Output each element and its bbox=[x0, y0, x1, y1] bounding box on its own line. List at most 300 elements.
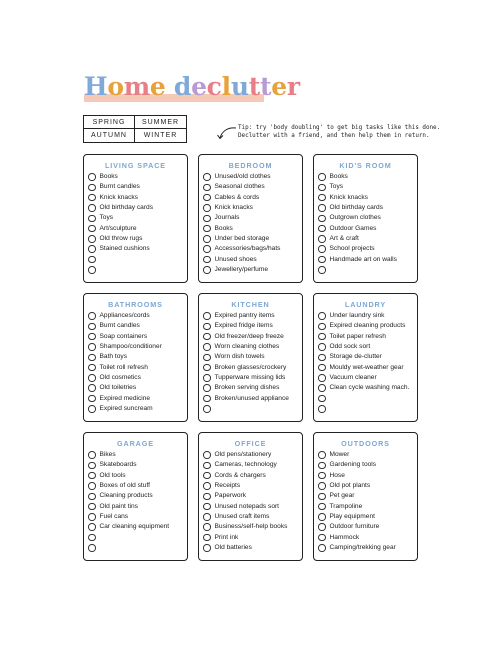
checkbox-circle-icon[interactable] bbox=[318, 256, 326, 264]
checklist-item-label: Unused shoes bbox=[214, 255, 257, 263]
checklist-item[interactable] bbox=[84, 321, 187, 331]
checklist-item[interactable] bbox=[314, 342, 417, 352]
checklist-item[interactable] bbox=[84, 501, 187, 511]
checklist-item[interactable] bbox=[314, 193, 417, 203]
checklist-item-label: Fuel cans bbox=[99, 512, 129, 520]
checklist-item-label: Broken serving dishes bbox=[214, 384, 280, 392]
title-letter: e bbox=[191, 72, 207, 101]
checkbox-circle-icon[interactable] bbox=[318, 245, 326, 253]
checklist-item[interactable] bbox=[199, 223, 302, 233]
title-letter: e bbox=[271, 72, 287, 101]
checklist-item-label: Books bbox=[214, 224, 233, 232]
checklist-item-label: Toilet roll refresh bbox=[99, 363, 148, 371]
checklist-item[interactable] bbox=[199, 193, 302, 203]
checkbox-circle-icon[interactable] bbox=[318, 482, 326, 490]
checkbox-circle-icon[interactable] bbox=[203, 343, 211, 351]
checklist-item[interactable] bbox=[84, 543, 187, 553]
checkbox-circle-icon[interactable] bbox=[203, 354, 211, 362]
checklist-item-label: Stained cushions bbox=[99, 245, 150, 253]
title-letter: r bbox=[286, 72, 300, 101]
checklist-item[interactable] bbox=[314, 332, 417, 342]
checklist-item[interactable] bbox=[84, 223, 187, 233]
checkbox-circle-icon[interactable] bbox=[318, 323, 326, 331]
title-letter: t bbox=[259, 72, 272, 101]
checklist-item-label: Burnt candles bbox=[99, 183, 140, 191]
season-grid bbox=[83, 115, 187, 143]
checklist-item[interactable] bbox=[199, 332, 302, 342]
checkbox-circle-icon[interactable] bbox=[203, 333, 211, 341]
checklist-item-label: Receipts bbox=[214, 482, 241, 490]
checklist-item-label: Old paint tins bbox=[99, 502, 138, 510]
checkbox-circle-icon[interactable] bbox=[203, 482, 211, 490]
checkbox-circle-icon[interactable] bbox=[88, 493, 96, 501]
checkbox-circle-icon[interactable] bbox=[88, 343, 96, 351]
checkbox-circle-icon[interactable] bbox=[203, 184, 211, 192]
checklist-item-label: Paperwork bbox=[214, 492, 247, 500]
checklist-item[interactable] bbox=[199, 342, 302, 352]
checklist-item[interactable] bbox=[199, 501, 302, 511]
checklist-item-label: Toilet paper refresh bbox=[329, 332, 386, 340]
checklist-item[interactable] bbox=[314, 471, 417, 481]
checkbox-circle-icon[interactable] bbox=[88, 215, 96, 223]
checklist-card-living-space bbox=[83, 154, 188, 283]
checkbox-circle-icon[interactable] bbox=[318, 374, 326, 382]
checklist-item-label: Old throw rugs bbox=[99, 234, 143, 242]
checklist-item[interactable] bbox=[199, 522, 302, 532]
checklist-item-label: Play equipment bbox=[329, 512, 375, 520]
checkbox-circle-icon[interactable] bbox=[88, 225, 96, 233]
checklist-item-label: Old freezer/deep freeze bbox=[214, 332, 284, 340]
season-autumn: AUTUMN bbox=[84, 129, 135, 142]
checklist-item[interactable] bbox=[314, 543, 417, 553]
checklist-item[interactable] bbox=[199, 172, 302, 182]
card-title: LIVING SPACE bbox=[105, 161, 166, 170]
checklist-card-kitchen bbox=[198, 293, 303, 422]
checklist-item[interactable] bbox=[314, 501, 417, 511]
checklist-item-label: Jewellery/perfume bbox=[214, 265, 269, 273]
checkbox-circle-icon[interactable] bbox=[318, 184, 326, 192]
checkbox-circle-icon[interactable] bbox=[88, 184, 96, 192]
checkbox-circle-icon[interactable] bbox=[318, 472, 326, 480]
card-title: OUTDOORS bbox=[341, 439, 390, 448]
checklist-item[interactable] bbox=[199, 491, 302, 501]
checklist-item[interactable] bbox=[314, 460, 417, 470]
checklist-item-label: Clean cycle washing mach. bbox=[329, 384, 410, 392]
checklist-item-label: Worn dish towels bbox=[214, 353, 265, 361]
checklist-item-label: Bikes bbox=[99, 451, 116, 459]
checkbox-circle-icon[interactable] bbox=[88, 482, 96, 490]
checklist bbox=[199, 311, 302, 414]
checklist-item[interactable] bbox=[84, 172, 187, 182]
checkbox-circle-icon[interactable] bbox=[88, 534, 96, 542]
card-title: LAUNDRY bbox=[344, 300, 387, 309]
checklist-item[interactable] bbox=[199, 352, 302, 362]
checklist-item[interactable] bbox=[314, 491, 417, 501]
checkbox-circle-icon[interactable] bbox=[203, 235, 211, 243]
checklist-item-label: Journals bbox=[214, 214, 240, 222]
checklist-item[interactable] bbox=[314, 321, 417, 331]
checkbox-circle-icon[interactable] bbox=[203, 266, 211, 274]
title-letter: u bbox=[230, 72, 249, 101]
checklist-item-label: Burnt candles bbox=[99, 322, 140, 330]
checklist-item[interactable] bbox=[314, 383, 417, 393]
checklist-item-label: Books bbox=[329, 173, 348, 181]
checkbox-circle-icon[interactable] bbox=[88, 323, 96, 331]
checklist-item-label: School projects bbox=[329, 245, 375, 253]
checklist-item-label: Expired cleaning products bbox=[329, 322, 406, 330]
checkbox-circle-icon[interactable] bbox=[318, 405, 326, 413]
checklist-item[interactable] bbox=[84, 450, 187, 460]
checklist-item[interactable] bbox=[314, 362, 417, 372]
title-letter: H bbox=[84, 72, 108, 101]
checkbox-circle-icon[interactable] bbox=[203, 451, 211, 459]
checklist-item[interactable] bbox=[199, 471, 302, 481]
checklist-item-label: Knick knacks bbox=[99, 193, 138, 201]
checklist-item[interactable] bbox=[199, 234, 302, 244]
checklist bbox=[84, 172, 187, 275]
checklist-item-label: Old batteries bbox=[214, 543, 252, 551]
checklist-item-label: Under laundry sink bbox=[329, 312, 385, 320]
checklist-item[interactable] bbox=[199, 244, 302, 254]
checkbox-circle-icon[interactable] bbox=[203, 503, 211, 511]
checklist-item[interactable] bbox=[84, 481, 187, 491]
checkbox-circle-icon[interactable] bbox=[203, 312, 211, 320]
checkbox-circle-icon[interactable] bbox=[318, 204, 326, 212]
checklist-item[interactable] bbox=[314, 522, 417, 532]
checklist-item[interactable] bbox=[84, 512, 187, 522]
checklist-item-label: Unused notepads sort bbox=[214, 502, 280, 510]
checkbox-circle-icon[interactable] bbox=[88, 194, 96, 202]
checklist-item[interactable] bbox=[199, 311, 302, 321]
checklist-item[interactable] bbox=[199, 532, 302, 542]
checklist-item[interactable] bbox=[199, 512, 302, 522]
checklist-item[interactable] bbox=[199, 254, 302, 264]
checkbox-circle-icon[interactable] bbox=[88, 503, 96, 511]
checkbox-circle-icon[interactable] bbox=[88, 235, 96, 243]
card-title: OFFICE bbox=[234, 439, 267, 448]
checkbox-circle-icon[interactable] bbox=[203, 523, 211, 531]
checklist-item-label: Hose bbox=[329, 471, 345, 479]
checklist-item-label: Books bbox=[99, 173, 118, 181]
checklist-item[interactable] bbox=[84, 332, 187, 342]
checkbox-circle-icon[interactable] bbox=[203, 544, 211, 552]
checklist-item-label: Handmade art on walls bbox=[329, 255, 397, 263]
checklist-item-label: Accessories/bags/hats bbox=[214, 245, 281, 253]
checklist-card-bedroom bbox=[198, 154, 303, 283]
checkbox-circle-icon[interactable] bbox=[318, 513, 326, 521]
checklist-item-label: Old pens/stationery bbox=[214, 451, 272, 459]
checkbox-circle-icon[interactable] bbox=[318, 544, 326, 552]
checklist-item[interactable] bbox=[84, 203, 187, 213]
checkbox-circle-icon[interactable] bbox=[88, 256, 96, 264]
checklist-card-laundry bbox=[313, 293, 418, 422]
checklist-item[interactable] bbox=[84, 460, 187, 470]
checklist-item-label: Expired pantry items bbox=[214, 312, 275, 320]
checkbox-circle-icon[interactable] bbox=[318, 194, 326, 202]
checkbox-circle-icon[interactable] bbox=[203, 323, 211, 331]
card-title: BEDROOM bbox=[228, 161, 273, 170]
checkbox-circle-icon[interactable] bbox=[88, 395, 96, 403]
checklist-item[interactable] bbox=[199, 321, 302, 331]
checklist-item-label: Gardening tools bbox=[329, 461, 377, 469]
checklist-item-label: Cameras, technology bbox=[214, 461, 277, 469]
checklist-item[interactable] bbox=[314, 182, 417, 192]
checkbox-circle-icon[interactable] bbox=[318, 215, 326, 223]
checkbox-circle-icon[interactable] bbox=[318, 235, 326, 243]
checklist-item-label: Outdoor furniture bbox=[329, 523, 380, 531]
card-title: BATHROOMS bbox=[108, 300, 163, 309]
checklist-item-label: Knick knacks bbox=[329, 193, 368, 201]
checklist-item[interactable] bbox=[199, 460, 302, 470]
checkbox-circle-icon[interactable] bbox=[318, 534, 326, 542]
checklist-item[interactable] bbox=[84, 471, 187, 481]
checklist-item-label: Expired medicine bbox=[99, 394, 151, 402]
checklist-item[interactable] bbox=[84, 265, 187, 275]
checklist-item[interactable] bbox=[314, 223, 417, 233]
checklist-item-label: Outdoor Games bbox=[329, 224, 377, 232]
checklist-item-label: Soap containers bbox=[99, 332, 148, 340]
checklist-item-label: Trampoline bbox=[329, 502, 363, 510]
checklist-item[interactable] bbox=[84, 352, 187, 362]
checkbox-circle-icon[interactable] bbox=[203, 194, 211, 202]
checkbox-circle-icon[interactable] bbox=[203, 374, 211, 382]
checklist bbox=[199, 450, 302, 553]
checklist-item-label: Pet gear bbox=[329, 492, 355, 500]
checkbox-circle-icon[interactable] bbox=[203, 395, 211, 403]
title-letter bbox=[165, 72, 173, 102]
checklist-item[interactable] bbox=[84, 373, 187, 383]
checklist-item[interactable] bbox=[199, 543, 302, 553]
checkbox-circle-icon[interactable] bbox=[318, 384, 326, 392]
checkbox-circle-icon[interactable] bbox=[88, 312, 96, 320]
checklist-item-label: Mower bbox=[329, 451, 350, 459]
checkbox-circle-icon[interactable] bbox=[318, 266, 326, 274]
checklist-item-label: Knick knacks bbox=[214, 204, 253, 212]
checkbox-circle-icon[interactable] bbox=[318, 493, 326, 501]
checklist-item[interactable] bbox=[199, 362, 302, 372]
checkbox-circle-icon[interactable] bbox=[88, 364, 96, 372]
checklist-item[interactable] bbox=[84, 491, 187, 501]
checklist-item[interactable] bbox=[314, 254, 417, 264]
checklist-item[interactable] bbox=[84, 254, 187, 264]
checklist-item[interactable] bbox=[84, 383, 187, 393]
checklist-item[interactable] bbox=[314, 481, 417, 491]
checkbox-circle-icon[interactable] bbox=[203, 256, 211, 264]
tip-line-2: Declutter with a friend, and then help them in return. bbox=[238, 133, 430, 139]
checklist-card-bathrooms bbox=[83, 293, 188, 422]
checklist-item-label: Under bed storage bbox=[214, 234, 270, 242]
checklist-item-label: Broken glasses/crockery bbox=[214, 363, 287, 371]
checklist-item[interactable] bbox=[84, 393, 187, 403]
checklist-item-label: Odd sock sort bbox=[329, 343, 371, 351]
checklist-item[interactable] bbox=[199, 383, 302, 393]
checklist-item[interactable] bbox=[314, 352, 417, 362]
curved-arrow-icon bbox=[216, 125, 238, 141]
checkbox-circle-icon[interactable] bbox=[318, 225, 326, 233]
checklist-card-outdoors bbox=[313, 432, 418, 561]
checklist-item[interactable] bbox=[314, 512, 417, 522]
checklist-item[interactable] bbox=[314, 234, 417, 244]
checklist-item[interactable] bbox=[84, 522, 187, 532]
checklist-item[interactable] bbox=[314, 265, 417, 275]
checkbox-circle-icon[interactable] bbox=[88, 462, 96, 470]
checkbox-circle-icon[interactable] bbox=[203, 493, 211, 501]
checklist-item[interactable] bbox=[199, 182, 302, 192]
checklist-item-label: Expired suncream bbox=[99, 404, 153, 412]
checklist-item-label: Seasonal clothes bbox=[214, 183, 265, 191]
checkbox-circle-icon[interactable] bbox=[203, 245, 211, 253]
checkbox-circle-icon[interactable] bbox=[203, 215, 211, 223]
checkbox-circle-icon[interactable] bbox=[88, 354, 96, 362]
checklist-item[interactable] bbox=[84, 193, 187, 203]
checklist-item-label: Old birthday cards bbox=[329, 204, 384, 212]
checkbox-circle-icon[interactable] bbox=[203, 405, 211, 413]
checklist-item[interactable] bbox=[84, 404, 187, 414]
checklist-item[interactable] bbox=[199, 404, 302, 414]
season-winter: WINTER bbox=[143, 132, 178, 139]
checklist-item-label: Expired fridge items bbox=[214, 322, 273, 330]
checklist-item-label: Old tools bbox=[99, 471, 126, 479]
checkbox-circle-icon[interactable] bbox=[203, 534, 211, 542]
checklist-item[interactable] bbox=[314, 203, 417, 213]
checkbox-circle-icon[interactable] bbox=[88, 333, 96, 341]
card-title: KITCHEN bbox=[231, 300, 270, 309]
checkbox-circle-icon[interactable] bbox=[318, 173, 326, 181]
checklist-item[interactable] bbox=[84, 244, 187, 254]
title-block bbox=[84, 72, 300, 106]
checklist-item-label: Boxes of old stuff bbox=[99, 482, 150, 490]
checklist bbox=[84, 450, 187, 553]
checklist-item[interactable] bbox=[199, 393, 302, 403]
checklist bbox=[314, 172, 417, 275]
checklist-item[interactable] bbox=[314, 213, 417, 223]
checkbox-circle-icon[interactable] bbox=[88, 472, 96, 480]
checkbox-circle-icon[interactable] bbox=[203, 364, 211, 372]
checkbox-circle-icon[interactable] bbox=[88, 245, 96, 253]
checklist-item-label: Car cleaning equipment bbox=[99, 523, 170, 531]
checkbox-circle-icon[interactable] bbox=[318, 462, 326, 470]
checklist-item-label: Skateboards bbox=[99, 461, 137, 469]
title-letter: o bbox=[107, 72, 124, 101]
checklist-item-label: Cords & chargers bbox=[214, 471, 266, 479]
season-spring: SPRING bbox=[84, 116, 135, 129]
checkbox-circle-icon[interactable] bbox=[318, 354, 326, 362]
checklist-item[interactable] bbox=[314, 532, 417, 542]
checklist-item[interactable] bbox=[314, 172, 417, 182]
checklist-item-label: Appliances/cords bbox=[99, 312, 150, 320]
checklist-item[interactable] bbox=[84, 532, 187, 542]
season-summer: SUMMER bbox=[135, 116, 186, 129]
checklist-item-label: Broken/unused appliance bbox=[214, 394, 289, 402]
checkbox-circle-icon[interactable] bbox=[203, 462, 211, 470]
checklist-item[interactable] bbox=[84, 362, 187, 372]
checklist-item-label: Bath toys bbox=[99, 353, 127, 361]
checkbox-circle-icon[interactable] bbox=[88, 266, 96, 274]
title-letter: c bbox=[206, 72, 222, 101]
checklist-item[interactable] bbox=[314, 244, 417, 254]
checkbox-circle-icon[interactable] bbox=[203, 204, 211, 212]
checkbox-circle-icon[interactable] bbox=[88, 204, 96, 212]
checklist-item[interactable] bbox=[199, 203, 302, 213]
checklist-item[interactable] bbox=[199, 450, 302, 460]
checkbox-circle-icon[interactable] bbox=[203, 173, 211, 181]
checklist bbox=[314, 311, 417, 414]
checkbox-circle-icon[interactable] bbox=[88, 451, 96, 459]
checklist-item-label: Old pot plants bbox=[329, 482, 371, 490]
checklist-item-label: Worn cleaning clothes bbox=[214, 343, 280, 351]
checklist-card-garage bbox=[83, 432, 188, 561]
checklist-item-label: Art/sculpture bbox=[99, 224, 137, 232]
checkbox-circle-icon[interactable] bbox=[318, 451, 326, 459]
checkbox-circle-icon[interactable] bbox=[88, 384, 96, 392]
checklist-item-label: Old birthday cards bbox=[99, 204, 154, 212]
checkbox-circle-icon[interactable] bbox=[88, 513, 96, 521]
checklist-item[interactable] bbox=[84, 234, 187, 244]
checklist-item-label: Old cosmetics bbox=[99, 373, 141, 381]
checkbox-circle-icon[interactable] bbox=[318, 523, 326, 531]
checklist-item[interactable] bbox=[314, 450, 417, 460]
checklist-item[interactable] bbox=[314, 373, 417, 383]
checkbox-circle-icon[interactable] bbox=[88, 374, 96, 382]
checklist-card-kid-s-room bbox=[313, 154, 418, 283]
checklist-item[interactable] bbox=[84, 182, 187, 192]
checklist-item[interactable] bbox=[314, 393, 417, 403]
checklist-item[interactable] bbox=[84, 311, 187, 321]
checklist-item-label: Shampoo/conditioner bbox=[99, 343, 162, 351]
checklist-item-label: Vacuum cleaner bbox=[329, 373, 377, 381]
checkbox-circle-icon[interactable] bbox=[88, 544, 96, 552]
checkbox-circle-icon[interactable] bbox=[88, 173, 96, 181]
checkbox-circle-icon[interactable] bbox=[203, 472, 211, 480]
card-title: GARAGE bbox=[117, 439, 154, 448]
checkbox-circle-icon[interactable] bbox=[318, 312, 326, 320]
checklist-item-label: Cleaning products bbox=[99, 492, 153, 500]
page-title bbox=[84, 72, 300, 102]
checklist-item-label: Outgrown clothes bbox=[329, 214, 381, 222]
checklist bbox=[314, 450, 417, 553]
title-letter: t bbox=[248, 72, 260, 101]
checkbox-circle-icon[interactable] bbox=[318, 395, 326, 403]
checklist bbox=[199, 172, 302, 275]
title-letter: m bbox=[123, 72, 150, 101]
checkbox-circle-icon[interactable] bbox=[203, 513, 211, 521]
checkbox-circle-icon[interactable] bbox=[318, 343, 326, 351]
checkbox-circle-icon[interactable] bbox=[88, 405, 96, 413]
checkbox-circle-icon[interactable] bbox=[318, 503, 326, 511]
checklist-item[interactable] bbox=[84, 342, 187, 352]
checklist-item[interactable] bbox=[314, 404, 417, 414]
checklist-item[interactable] bbox=[314, 311, 417, 321]
checklist-item[interactable] bbox=[199, 265, 302, 275]
checkbox-circle-icon[interactable] bbox=[88, 523, 96, 531]
checkbox-circle-icon[interactable] bbox=[203, 384, 211, 392]
checkbox-circle-icon[interactable] bbox=[203, 225, 211, 233]
checklist-item-label: Storage de-clutter bbox=[329, 353, 382, 361]
checklist-item[interactable] bbox=[199, 213, 302, 223]
checkbox-circle-icon[interactable] bbox=[318, 364, 326, 372]
checklist-item-label: Old toiletries bbox=[99, 384, 137, 392]
checklist-card-office bbox=[198, 432, 303, 561]
title-letter: l bbox=[221, 72, 231, 101]
checklist-item-label: Unused craft items bbox=[214, 512, 270, 520]
checkbox-circle-icon[interactable] bbox=[318, 333, 326, 341]
title-letter: e bbox=[149, 72, 166, 101]
checklist-item[interactable] bbox=[84, 213, 187, 223]
checklist-item-label: Toys bbox=[329, 183, 344, 191]
checklist-item[interactable] bbox=[199, 373, 302, 383]
checklist-item-label: Cables & cords bbox=[214, 193, 260, 201]
checklist-item[interactable] bbox=[199, 481, 302, 491]
